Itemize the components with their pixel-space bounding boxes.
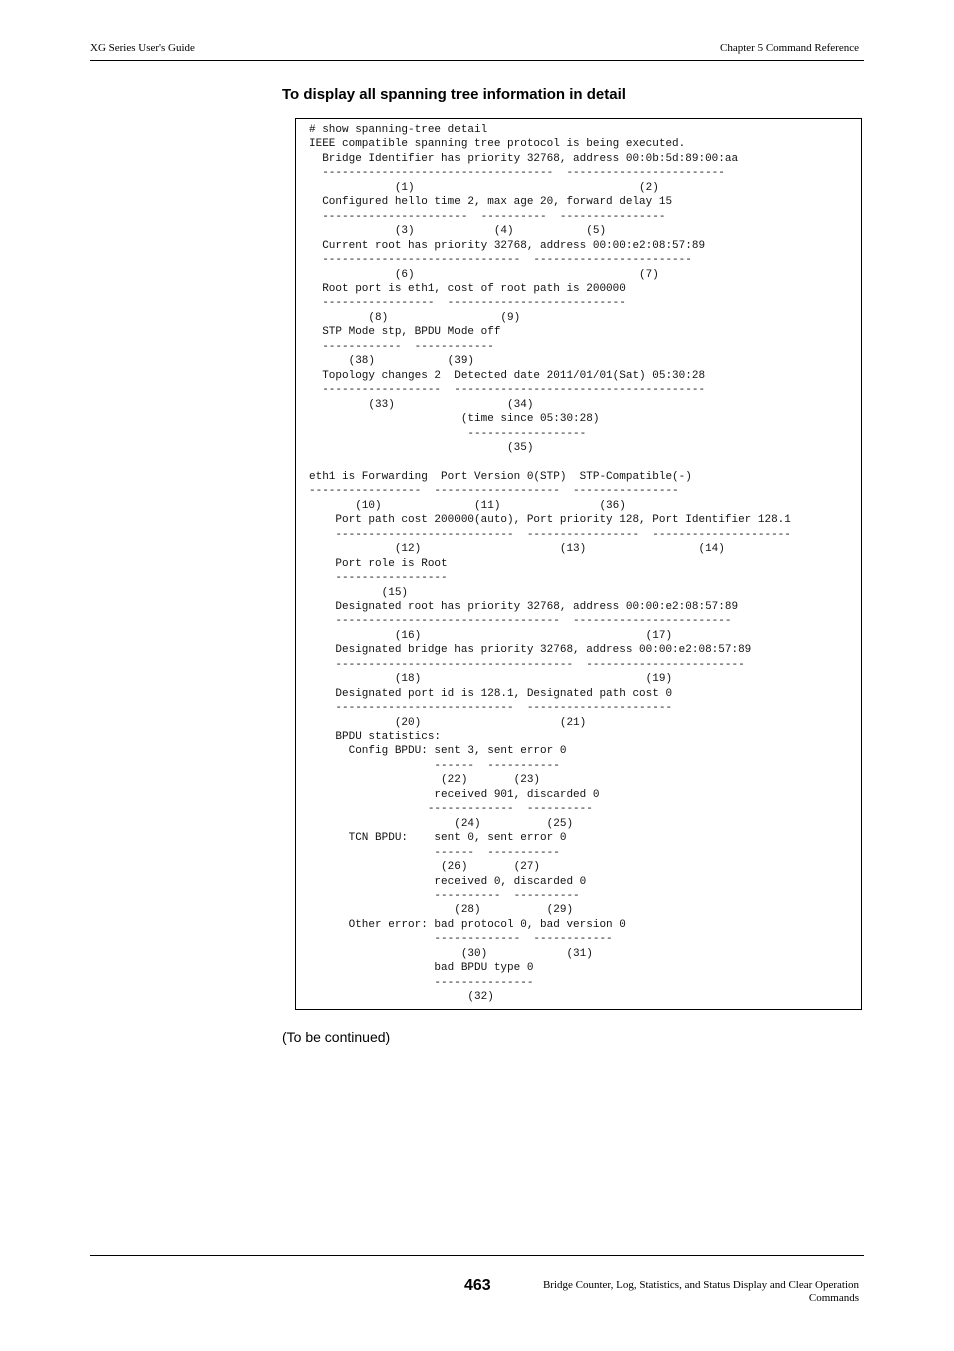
header-guide-title: XG Series User's Guide <box>90 42 195 54</box>
code-line: received 0, discarded 0 <box>309 875 587 888</box>
code-line: (33) (34) <box>309 398 534 411</box>
code-line: --------------------------- ---------------------- <box>309 702 673 715</box>
header-divider <box>90 60 864 61</box>
code-line: Topology changes 2 Detected date 2011/01/01(Sat) 05:30:28 <box>309 369 706 382</box>
code-line: Port path cost 200000(auto), Port priority 128, Port Identifier 128.1 <box>309 514 791 527</box>
code-line: Configured hello time 2, max age 20, forward delay 15 <box>309 196 673 209</box>
code-line: Root port is eth1, cost of root path is 200000 <box>309 282 626 295</box>
command-output-text <box>309 123 791 1005</box>
code-line: ---------- ---------- <box>309 890 580 903</box>
code-line: ------------------ -------------------------------------- <box>309 384 706 397</box>
code-line: ----------------- <box>309 572 448 585</box>
page-number: 463 <box>464 1277 491 1294</box>
code-line: # show spanning-tree detail <box>309 124 488 136</box>
code-line: Bridge Identifier has priority 32768, address 00:0b:5d:89:00:aa <box>309 152 739 165</box>
code-line: received 901, discarded 0 <box>309 788 600 801</box>
code-line: (8) (9) <box>309 311 521 324</box>
code-line: (22) (23) <box>309 774 541 787</box>
code-line: ---------------------------------- ------------------------ <box>309 615 732 628</box>
code-line: (time since 05:30:28) <box>309 413 600 426</box>
code-line: STP Mode stp, BPDU Mode off <box>309 326 501 339</box>
code-line: (26) (27) <box>309 861 541 874</box>
code-line: (32) <box>309 991 494 1004</box>
code-line: --------------- <box>309 976 534 989</box>
code-line: TCN BPDU: sent 0, sent error 0 <box>309 832 567 845</box>
code-line: Port role is Root <box>309 557 448 570</box>
code-line: (35) <box>309 441 534 454</box>
code-line: ------------------ <box>309 427 587 440</box>
code-line: Current root has priority 32768, address 00:00:e2:08:57:89 <box>309 239 706 252</box>
code-line: (15) <box>309 586 409 599</box>
code-line: (30) (31) <box>309 947 593 960</box>
code-line: ----------------------------------- ------------------------ <box>309 167 725 180</box>
code-line: (3) (4) (5) <box>309 225 607 238</box>
code-line: (38) (39) <box>309 355 475 368</box>
code-line: ------------------------------ ------------------------ <box>309 254 692 267</box>
code-line: (24) (25) <box>309 817 574 830</box>
code-line: --------------------------- ----------------- --------------------- <box>309 528 791 541</box>
code-line: Designated port id is 128.1, Designated path cost 0 <box>309 687 673 700</box>
code-line: ------------ ------------ <box>309 340 494 353</box>
code-line: ------------- ---------- <box>309 803 593 816</box>
footer-title-line-1: Bridge Counter, Log, Statistics, and Status Display and Clear Operation <box>542 1279 859 1291</box>
code-line: ------ ----------- <box>309 759 560 772</box>
code-line: ----------------- --------------------------- <box>309 297 626 310</box>
code-line: (1) (2) <box>309 181 659 194</box>
header-chapter-title: Chapter 5 Command Reference <box>720 42 859 54</box>
code-line: Designated root has priority 32768, address 00:00:e2:08:57:89 <box>309 600 739 613</box>
code-line: Config BPDU: sent 3, sent error 0 <box>309 745 567 758</box>
code-line: ------ ----------- <box>309 846 560 859</box>
code-line: ----------------- ------------------- ---------------- <box>309 485 679 498</box>
code-line: (12) (13) (14) <box>309 543 725 556</box>
code-line: (28) (29) <box>309 904 574 917</box>
section-title: To display all spanning tree information in detail <box>282 86 626 103</box>
code-line: BPDU statistics: <box>309 731 442 744</box>
continued-note: (To be continued) <box>282 1029 391 1045</box>
code-line: Other error: bad protocol 0, bad version 0 <box>309 918 626 931</box>
footer-divider <box>90 1255 864 1256</box>
command-output-box <box>295 118 862 1010</box>
code-line: (16) (17) <box>309 629 673 642</box>
code-line: (20) (21) <box>309 716 587 729</box>
code-line: Designated bridge has priority 32768, address 00:00:e2:08:57:89 <box>309 644 752 657</box>
code-line: (10) (11) (36) <box>309 499 626 512</box>
code-line: ------------------------------------ ------------------------ <box>309 658 745 671</box>
code-line: ------------- ------------ <box>309 933 613 946</box>
code-line: (18) (19) <box>309 673 673 686</box>
code-line: (6) (7) <box>309 268 659 281</box>
footer-section-title <box>499 1279 859 1305</box>
code-line: eth1 is Forwarding Port Version 0(STP) STP-Compatible(-) <box>309 470 692 483</box>
code-line: IEEE compatible spanning tree protocol is being executed. <box>309 138 686 151</box>
code-line: ---------------------- ---------- ---------------- <box>309 210 666 223</box>
code-line: bad BPDU type 0 <box>309 962 534 975</box>
footer-title-line-2: Commands <box>808 1292 859 1304</box>
